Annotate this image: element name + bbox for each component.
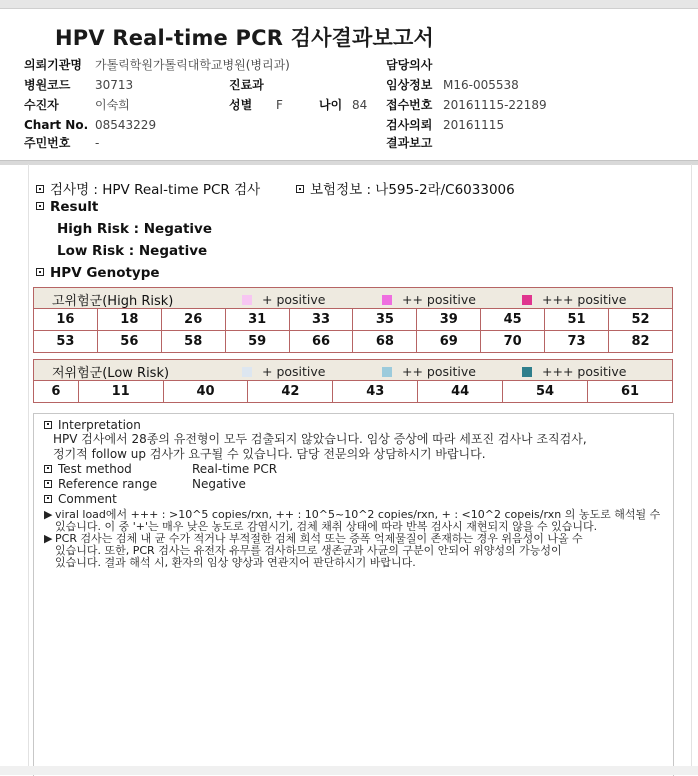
legend-label: + positive xyxy=(262,364,326,379)
low-legend-plus xyxy=(242,364,325,379)
genotype-cell: 35 xyxy=(353,309,417,331)
genotype-cell: 6 xyxy=(34,381,79,403)
interpretation-line-1: HPV 검사에서 28종의 유전형이 모두 검출되지 않았습니다. 임상 증상에 따라 세포진 검사나 조직검사, xyxy=(53,432,587,446)
genotype-cell: 69 xyxy=(417,331,481,353)
receipt-label: 접수번호 xyxy=(386,98,433,112)
bullet-arrow-icon: ▶ xyxy=(44,532,53,545)
header-separator xyxy=(0,160,698,165)
request-value: 20161115 xyxy=(443,118,505,132)
high-risk-result: High Risk : Negative xyxy=(57,221,212,237)
checkbox-square-icon xyxy=(36,268,44,276)
bullet-arrow-icon: ▶ xyxy=(44,508,53,521)
patient-value: 이숙희 xyxy=(95,98,130,112)
comment-1-line-1: viral load에서 +++ : >10^5 copies/rxn, ++ : 10^5~10^2 copies/rxn, + : <10^2 copeis/rxn 의 농도로 해석될 수 xyxy=(55,508,661,521)
legend-label: +++ positive xyxy=(542,364,627,379)
high-risk-row-2 xyxy=(34,331,673,353)
genotype-section xyxy=(36,265,160,281)
low-risk-title: 저위험군(Low Risk) xyxy=(52,366,170,381)
high-risk-table xyxy=(33,287,673,353)
genotype-cell: 73 xyxy=(545,331,609,353)
age-label: 나이 xyxy=(319,98,343,112)
test-method-value: Real-time PCR xyxy=(192,462,278,476)
resident-label: 주민번호 xyxy=(24,136,71,150)
genotype-cell: 42 xyxy=(248,381,333,403)
high-risk-header xyxy=(34,288,673,309)
sex-label: 성별 xyxy=(229,98,253,112)
genotype-cell: 39 xyxy=(417,309,481,331)
patient-label: 수진자 xyxy=(24,98,59,112)
genotype-cell: 66 xyxy=(289,331,353,353)
genotype-cell: 16 xyxy=(34,309,98,331)
legend-swatch xyxy=(382,367,392,377)
legend-label: ++ positive xyxy=(402,364,476,379)
genotype-cell: 54 xyxy=(503,381,588,403)
genotype-cell: 68 xyxy=(353,331,417,353)
top-bar xyxy=(0,0,698,9)
checkbox-square-icon xyxy=(44,480,52,488)
checkbox-square-icon xyxy=(44,465,52,473)
interpretation-box xyxy=(33,413,674,776)
interpretation-line-2: 정기적 follow up 검사가 요구될 수 있습니다. 담당 전문의와 상담하시기 바랍니다. xyxy=(53,447,486,461)
checkbox-square-icon xyxy=(36,185,44,193)
clinical-label: 임상정보 xyxy=(386,78,433,92)
interpretation-label: Interpretation xyxy=(58,418,141,432)
low-risk-header xyxy=(34,360,673,381)
resident-value: - xyxy=(95,136,100,150)
dept-label: 진료과 xyxy=(229,78,264,92)
high-legend-plus xyxy=(242,292,325,307)
high-risk-row-1 xyxy=(34,309,673,331)
bottom-bar xyxy=(0,766,698,775)
test-name-row xyxy=(36,178,260,198)
test-name-value: HPV Real-time PCR 검사 xyxy=(102,182,261,198)
reference-range-row xyxy=(44,477,157,491)
genotype-cell: 31 xyxy=(225,309,289,331)
test-name-label: 검사명 : xyxy=(50,182,103,198)
reference-range-label: Reference range xyxy=(58,477,158,491)
low-risk-row xyxy=(34,381,673,403)
test-method-row xyxy=(44,462,132,476)
hospital-code-label: 병원코드 xyxy=(24,78,71,92)
interpretation-heading xyxy=(44,418,141,432)
chart-value: 08543229 xyxy=(95,118,157,132)
age-value: 84 xyxy=(352,98,368,112)
genotype-cell: 70 xyxy=(481,331,545,353)
legend-swatch xyxy=(522,367,532,377)
legend-label: ++ positive xyxy=(402,292,476,307)
genotype-cell: 33 xyxy=(289,309,353,331)
sex-value: F xyxy=(276,98,283,112)
insurance-label: 보험정보 : xyxy=(310,182,376,198)
report-title: HPV Real-time PCR 검사결과보고서 xyxy=(55,26,434,50)
high-legend-plus2 xyxy=(382,292,476,307)
comment-row xyxy=(44,492,117,506)
genotype-cell: 58 xyxy=(161,331,225,353)
result-section xyxy=(36,199,98,215)
genotype-cell: 56 xyxy=(97,331,161,353)
clinical-value: M16-005538 xyxy=(443,78,519,92)
insurance-row xyxy=(296,178,515,198)
genotype-cell: 40 xyxy=(163,381,248,403)
org-value: 가톨릭학원가톨릭대학교병원(병리과) xyxy=(95,58,290,72)
comment-1-line-2: 있습니다. 이 중 '+'는 매우 낮은 농도로 감염시기, 검체 채취 상태에 따라 반복 검사시 재현되지 않을 수 있습니다. xyxy=(55,520,598,533)
result-report-label: 결과보고 xyxy=(386,136,433,150)
genotype-label: HPV Genotype xyxy=(50,265,160,281)
legend-swatch xyxy=(382,295,392,305)
genotype-cell: 51 xyxy=(545,309,609,331)
left-border xyxy=(28,164,29,775)
checkbox-square-icon xyxy=(36,202,44,210)
low-risk-result: Low Risk : Negative xyxy=(57,243,208,259)
genotype-cell: 61 xyxy=(588,381,673,403)
comment-2-line-2: 있습니다. 또한, PCR 검사는 유전자 유무를 검사하므로 생존균과 사균의 구분이 안되어 위양성의 가능성이 xyxy=(55,544,562,557)
genotype-cell: 44 xyxy=(418,381,503,403)
legend-swatch xyxy=(242,295,252,305)
insurance-value: 나595-2라/C6033006 xyxy=(375,182,515,198)
genotype-cell: 52 xyxy=(609,309,673,331)
genotype-cell: 59 xyxy=(225,331,289,353)
comment-2-line-3: 있습니다. 결과 해석 시, 환자의 임상 양상과 연관지어 판단하시기 바랍니다. xyxy=(55,556,416,569)
comment-label: Comment xyxy=(58,492,117,506)
hospital-code-value: 30713 xyxy=(95,78,134,92)
checkbox-square-icon xyxy=(296,185,304,193)
genotype-cell: 45 xyxy=(481,309,545,331)
genotype-cell: 43 xyxy=(333,381,418,403)
checkbox-square-icon xyxy=(44,421,52,429)
receipt-value: 20161115-22189 xyxy=(443,98,547,112)
genotype-cell: 53 xyxy=(34,331,98,353)
legend-label: + positive xyxy=(262,292,326,307)
low-legend-plus2 xyxy=(382,364,476,379)
reference-range-value: Negative xyxy=(192,477,246,491)
genotype-cell: 26 xyxy=(161,309,225,331)
legend-label: +++ positive xyxy=(542,292,627,307)
org-label: 의뢰기관명 xyxy=(24,58,82,72)
test-method-label: Test method xyxy=(58,462,132,476)
legend-swatch xyxy=(522,295,532,305)
legend-swatch xyxy=(242,367,252,377)
request-label: 검사의뢰 xyxy=(386,118,433,132)
right-border xyxy=(691,164,692,775)
chart-label: Chart No. xyxy=(24,118,89,132)
doctor-label: 담당의사 xyxy=(386,58,433,72)
genotype-cell: 18 xyxy=(97,309,161,331)
high-legend-plus3 xyxy=(522,292,626,307)
high-risk-title: 고위험군(High Risk) xyxy=(52,294,174,309)
low-legend-plus3 xyxy=(522,364,626,379)
result-label: Result xyxy=(50,199,99,215)
genotype-cell: 11 xyxy=(78,381,163,403)
checkbox-square-icon xyxy=(44,495,52,503)
comment-2-line-1: PCR 검사는 검체 내 균 수가 적거나 부적절한 검체 희석 또는 증폭 억제물질이 존재하는 경우 위음성이 나올 수 xyxy=(55,532,583,545)
low-risk-table xyxy=(33,359,673,403)
genotype-cell: 82 xyxy=(609,331,673,353)
